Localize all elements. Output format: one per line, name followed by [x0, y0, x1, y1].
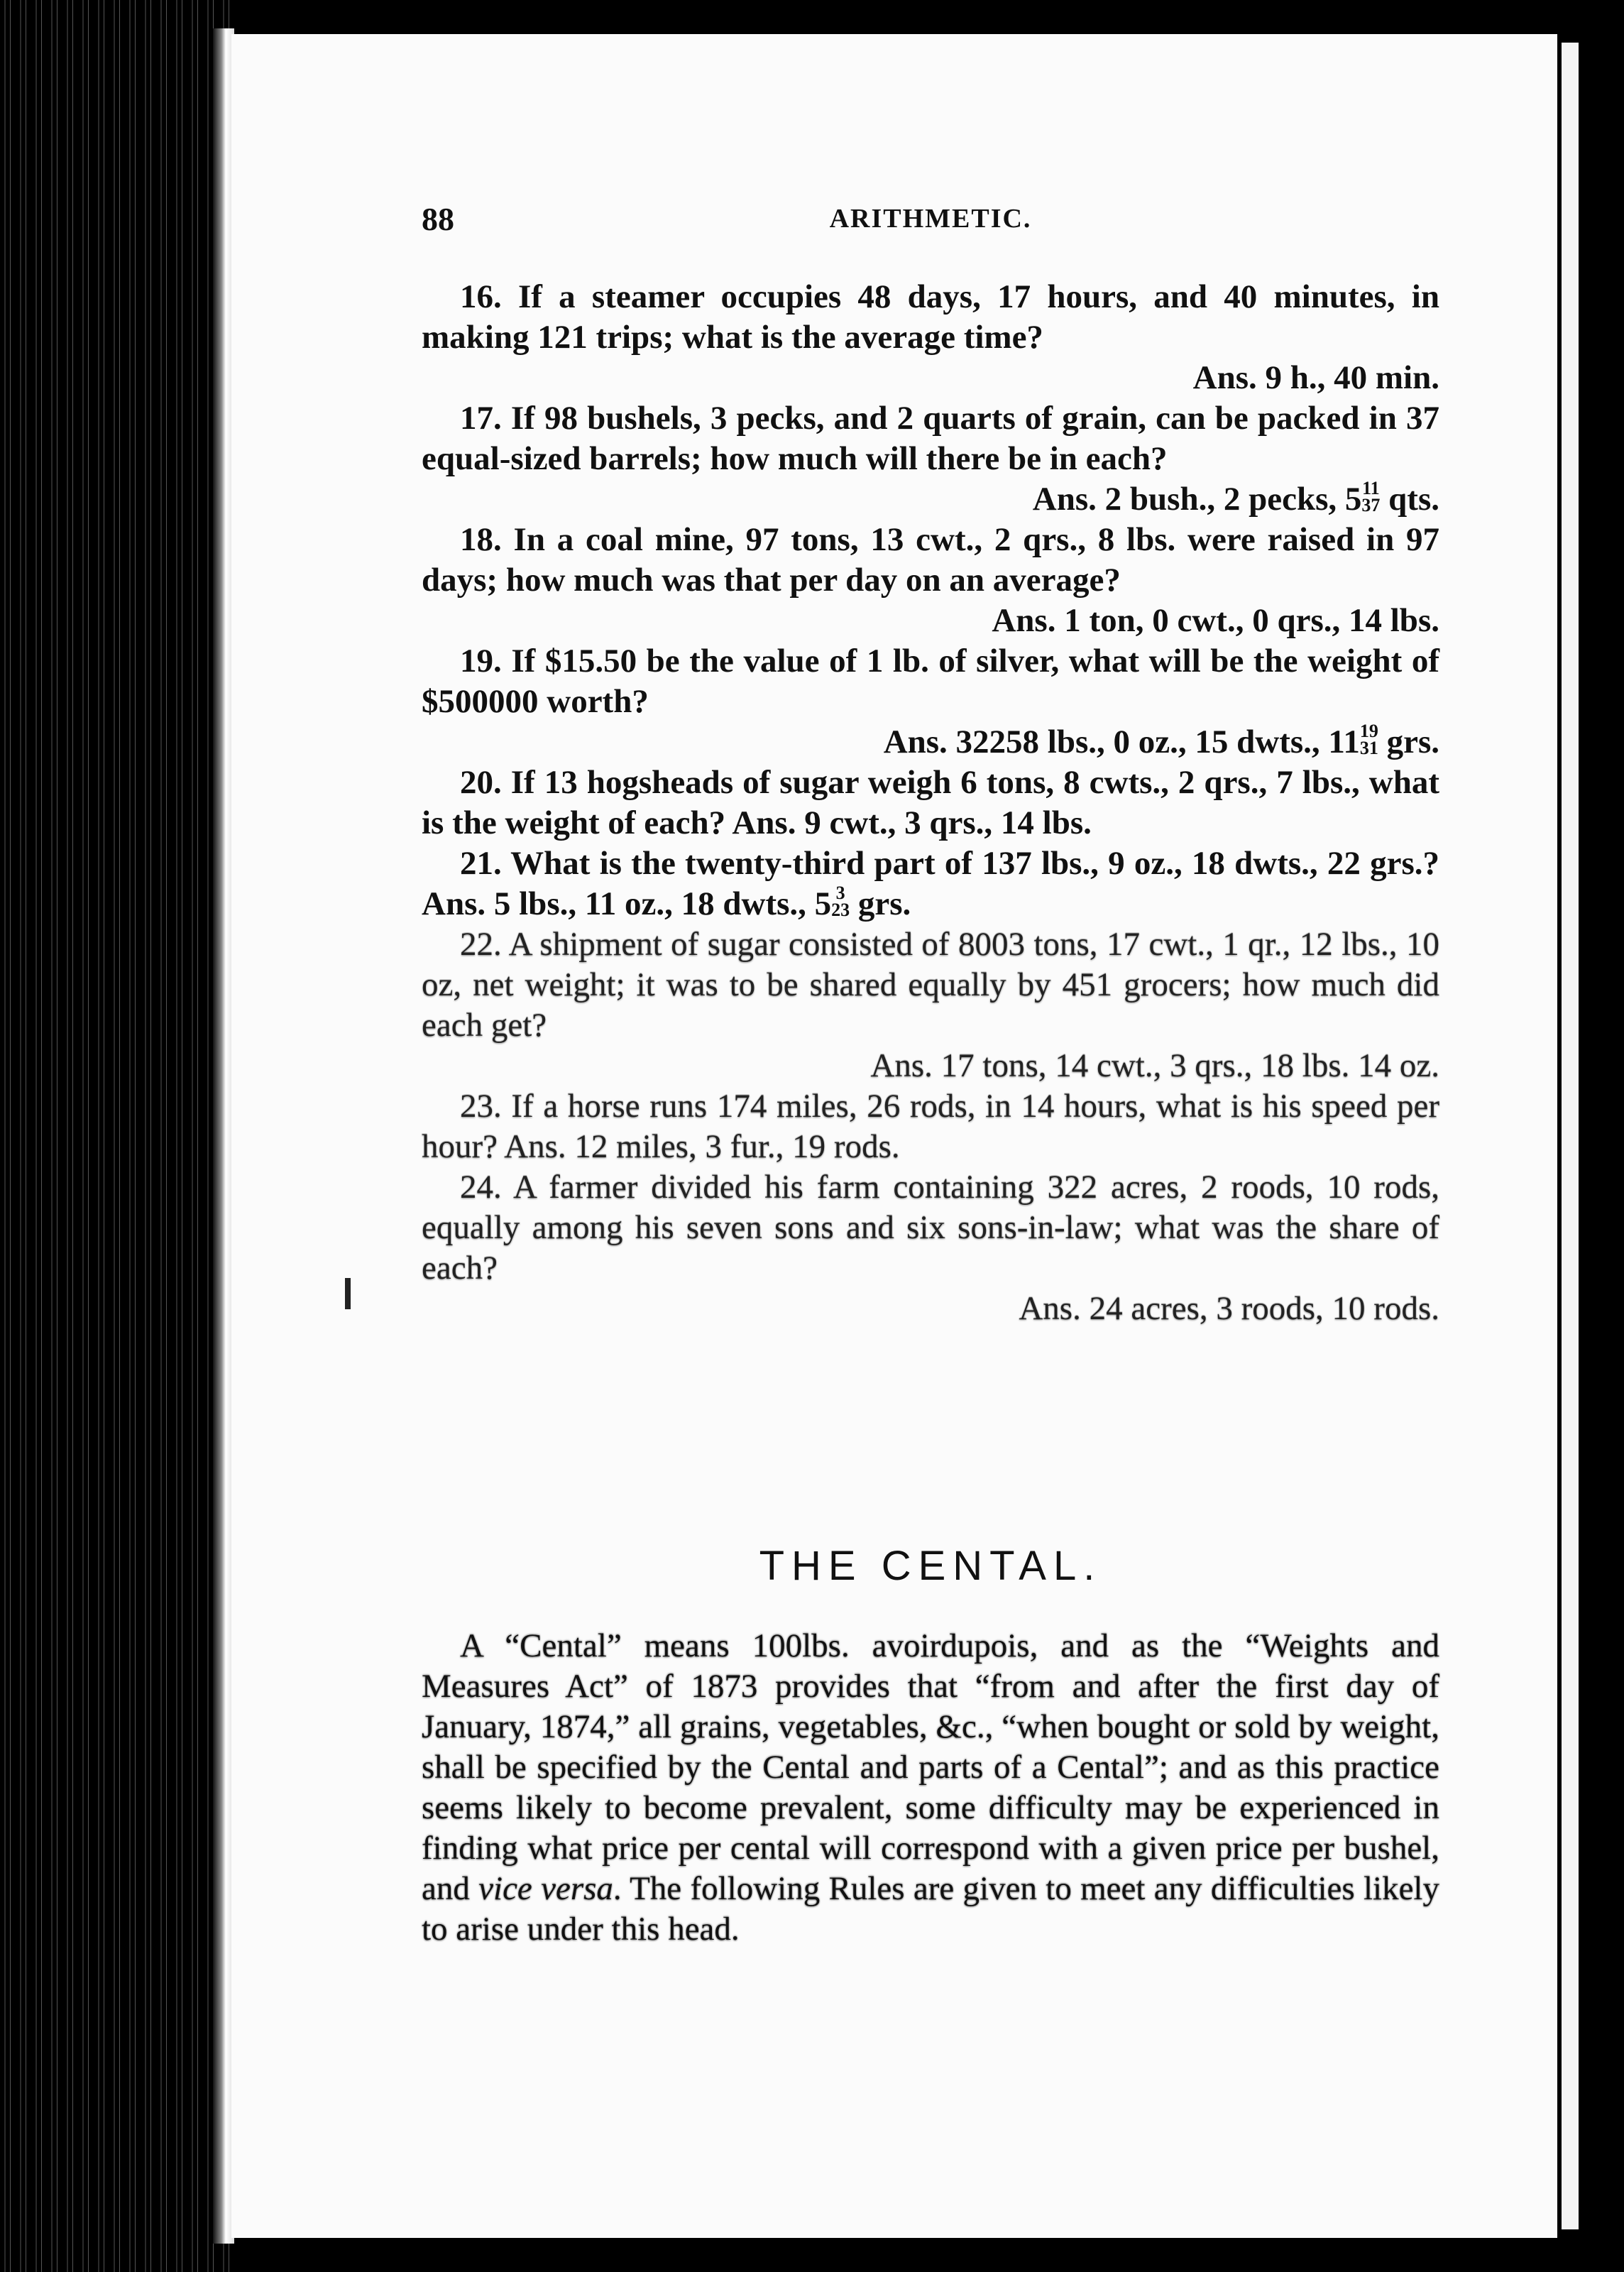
answer-17-main: Ans. 2 bush., 2 pecks, 5	[1032, 481, 1362, 518]
next-page-edge	[1562, 43, 1579, 2229]
answer-21-fraction	[831, 885, 850, 919]
fraction-numerator: 19	[1359, 721, 1378, 741]
answer-17-fraction	[1361, 480, 1380, 514]
fraction-numerator: 3	[835, 883, 845, 903]
answer-22: Ans. 17 tons, 14 cwt., 3 qrs., 18 lbs. 14 oz.	[870, 1047, 1439, 1084]
answer-24: Ans. 24 acres, 3 roods, 10 rods.	[1019, 1290, 1439, 1327]
answer-21-unit: grs.	[850, 885, 911, 922]
cental-paragraph	[422, 1626, 1439, 1950]
cental-paragraph-end: . The following Rules are given to meet any difficulties likely to arise under this head.	[422, 1870, 1439, 1948]
problem-23: 23. If a horse runs 174 miles, 26 rods, in 14 hours, what is his speed per hour? Ans. 12 miles, 3 fur., 19 rods.	[422, 1088, 1439, 1165]
problem-17	[422, 398, 1439, 479]
running-title: ARITHMETIC.	[829, 204, 1032, 234]
fraction-denominator: 31	[1359, 738, 1378, 758]
book-spine	[0, 0, 234, 2272]
problem-24: 24. A farmer divided his farm containing 322 acres, 2 roods, 10 rods, equally among his seven sons and six sons-in-law; what was the share of each?	[422, 1169, 1439, 1287]
ink-smudge	[345, 1278, 351, 1309]
answer-16: Ans. 9 h., 40 min.	[1192, 359, 1439, 396]
fraction-denominator: 23	[831, 900, 850, 920]
answer-17-unit: qts.	[1380, 481, 1439, 518]
answer-19-unit: grs.	[1378, 723, 1439, 760]
problem-16: 16. If a steamer occupies 48 days, 17 hours, and 40 minutes, in making 121 trips; what is the average time?	[422, 278, 1439, 356]
cental-section	[422, 1626, 1439, 1950]
problem-19: 19. If $15.50 be the value of 1 lb. of silver, what will be the weight of $500000 worth?	[422, 643, 1439, 720]
page-header	[422, 200, 1439, 250]
problem-18: 18. In a coal mine, 97 tons, 13 cwt., 2 qrs., 8 lbs. were raised in 97 days; how much was that per day on an average?	[422, 521, 1439, 599]
page-number: 88	[422, 201, 454, 237]
fraction-numerator: 11	[1362, 478, 1380, 498]
answer-19-fraction	[1360, 723, 1378, 757]
section-title: THE CENTAL.	[759, 1543, 1102, 1589]
problem-21	[422, 843, 1439, 924]
problem-22: 22. A shipment of sugar consisted of 8003 tons, 17 cwt., 1 qr., 12 lbs., 10 oz, net weight; it was to be shared equally by 451 grocers; how much did each get?	[422, 926, 1439, 1044]
answer-17	[422, 479, 1439, 520]
cental-paragraph-text: A “Cental” means 100lbs. avoirdupois, and as the “Weights and Measures Act” of 1873 provides that “from and after the first day of January, 1874,” all grains, vegetables, &c., “when bought or sold by weight, shall be specified by the Cental and parts of a Cental”; and as this practice seems likely to become prevalent, some difficulty may be experienced in finding what price per cental will correspond with a given price per bushel, and	[422, 1627, 1439, 1907]
answer-19	[422, 722, 1439, 763]
cental-paragraph-italic: vice versa	[478, 1870, 613, 1907]
answer-18: Ans. 1 ton, 0 cwt., 0 qrs., 14 lbs.	[992, 602, 1439, 639]
fraction-denominator: 37	[1361, 495, 1381, 515]
problem-21-text: 21. What is the twenty-third part of 137 lbs., 9 oz., 18 dwts., 22 grs.? Ans. 5 lbs., 11 oz., 18 dwts., 5	[422, 845, 1439, 922]
exercise-list	[422, 277, 1439, 1329]
answer-19-main: Ans. 32258 lbs., 0 oz., 15 dwts., 11	[883, 723, 1360, 760]
problem-17-text: 17. If 98 bushels, 3 pecks, and 2 quarts of grain, can be packed in 37 equal-sized barrels; how much will there be in each?	[422, 400, 1439, 477]
problem-20: 20. If 13 hogsheads of sugar weigh 6 tons, 8 cwts., 2 qrs., 7 lbs., what is the weight of each? Ans. 9 cwt., 3 qrs., 14 lbs.	[422, 764, 1439, 841]
